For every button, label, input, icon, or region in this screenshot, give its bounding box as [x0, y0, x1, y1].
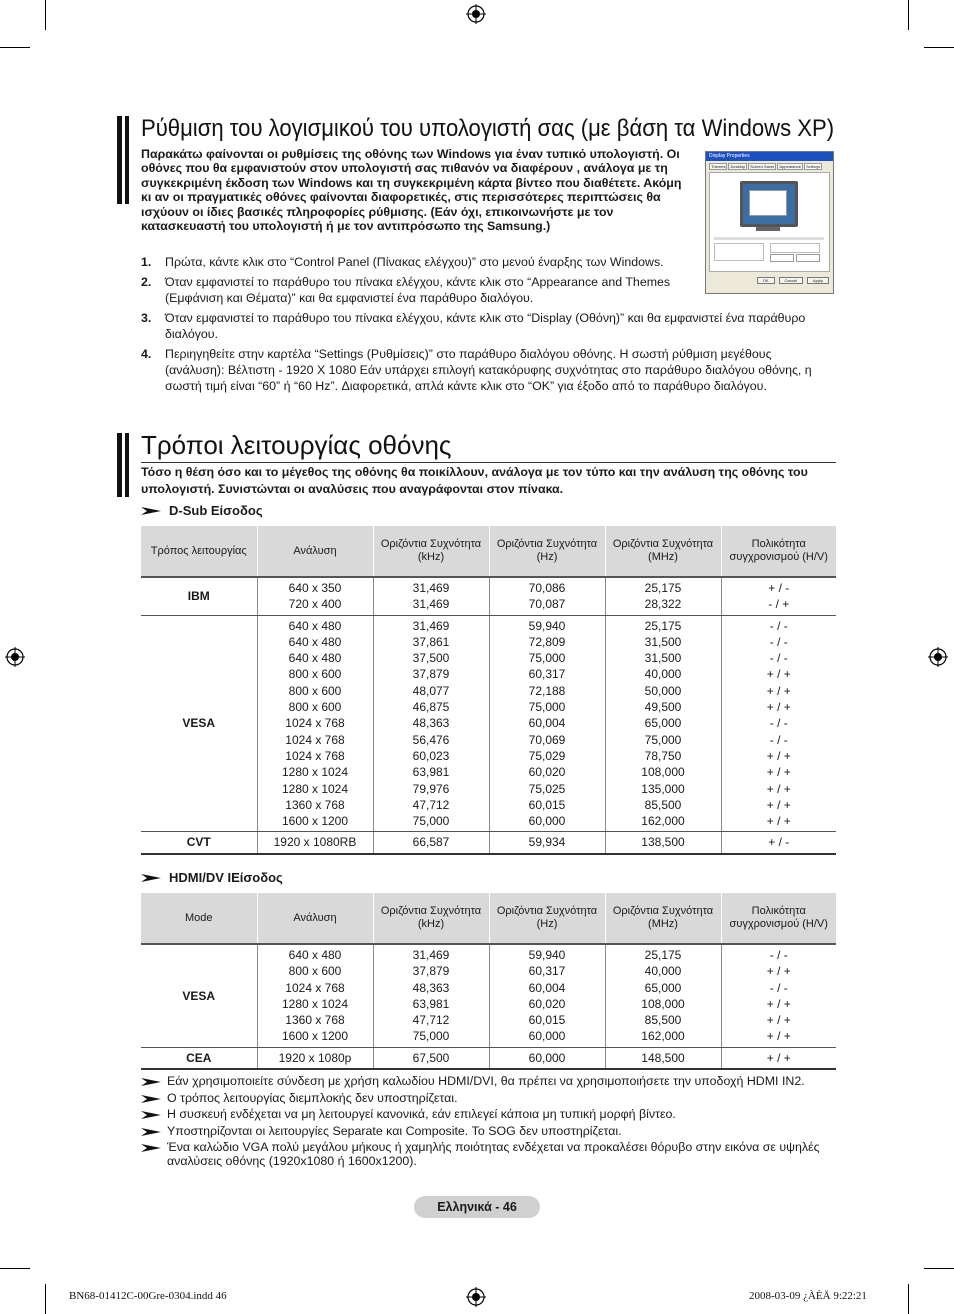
section-title: Τρόποι λειτουργίας οθόνης: [141, 430, 452, 460]
column-header: Οριζόντια Συχνότητα (kHz): [373, 526, 489, 577]
registration-mark-icon: [928, 647, 948, 667]
column-header: Ανάλυση: [257, 526, 373, 577]
step-item: 4. Περιηγηθείτε στην καρτέλα “Settings (Ρυθμίσεις)” στο παράθυρο διαλόγου οθόνης. Η σωστή ρύθμιση μεγέθους (ανάλυση): Βέλτιστη - 1920 X 1080 Εάν υπάρχει επιλογή κατακόρυφης συχνότητας στο παράθυρο διαλόγου οθόνης, η σωστή τιμή είναι “60” ή “60 Hz”. Διαφορετικά, απλά κάντε κλικ στο “OK” για έξοδο από το παράθυρο διαλόγου.: [141, 347, 812, 393]
arrow-icon: [141, 1143, 161, 1153]
dsub-table: [141, 526, 836, 855]
arrow-icon: [141, 873, 161, 883]
column-header: Mode: [141, 893, 257, 944]
tab-screen-saver[interactable]: Screen Saver: [750, 164, 775, 169]
apply-button[interactable]: Apply: [807, 277, 829, 284]
arrow-icon: [141, 1077, 161, 1087]
step-item: 1. Πρώτα, κάντε κλικ στο “Control Panel (Πίνακας ελέγχου)” στο μενού έναρξης των Windows.: [141, 255, 664, 269]
note-item: Ο τρόπος λειτουργίας διεμπλοκής δεν υποστηρίζεται.: [141, 1092, 841, 1108]
step-item: 3. Όταν εμφανιστεί το παράθυρο του πίνακα ελέγχου, κάντε κλικ στο “Display (Οθόνη)” και θα εμφανιστεί ένα παράθυρο διαλόγου.: [141, 311, 806, 341]
monitor-preview: [740, 181, 798, 227]
section-bar: [125, 433, 129, 497]
table-row: CEA 1920 x 1080p 67,500 60,000 148,500 + / +: [141, 1047, 836, 1069]
footer-timestamp: 2008-03-09 ¿ÀÈÄ 9:22:21: [749, 1290, 867, 1302]
tab-themes[interactable]: Themes: [711, 164, 726, 169]
column-header: Οριζόντια Συχνότητα (Hz): [489, 526, 605, 577]
color-quality-select[interactable]: [770, 243, 820, 253]
ok-button[interactable]: OK: [757, 277, 775, 284]
registration-mark-icon: [466, 4, 486, 24]
crop-mark: [924, 1268, 954, 1269]
hdmi-table: [141, 893, 836, 1070]
tab-desktop[interactable]: Desktop: [730, 164, 746, 169]
table-row: VESA 640 x 480 640 x 480 640 x 480 800 x 600 800 x 600 800 x 600 1024 x 768 1024 x 768 1024 x 768 1280 x 1024 1280 x 1024 1360 x 768 1600 x 1200 31,469 37,861 37,500 37,879 48,077 46,875 48,363 56,476 60,023 63,981 79,976 47,712 75,000 59,940 72,809 75,000 60,317 72,188 75,000 60,004 70,069 75,029 60,020 75,025 60,015 60,000 25,175 31,500 31,500 40,000 50,000 49,500 65,000 75,000 78,750 108,000 135,000 85,500 162,000 - / - - / - - / - + / + + / + + / + - / - - / - + / + + / + + / + + / + + / +: [141, 615, 836, 832]
column-header: Ανάλυση: [257, 893, 373, 944]
section-bar: [117, 116, 122, 204]
intro-text: Τόσο η θέση όσο και το μέγεθος της οθόνης θα ποικίλλουν, ανάλογα με τον τύπο και την ανάλυση της οθόνης του υπολογιστή. Συνιστώνται οι αναλύσεις που αναγράφονται στον πίνακα.: [141, 465, 808, 496]
column-header: Οριζόντια Συχνότητα (Hz): [489, 893, 605, 944]
registration-mark-icon: [466, 1287, 486, 1307]
column-header: Οριζόντια Συχνότητα (MHz): [605, 526, 721, 577]
table-row: CVT 1920 x 1080RB 66,587 59,934 138,500 + / -: [141, 832, 836, 854]
page-number: Ελληνικά - 46: [414, 1196, 540, 1218]
section-title: Ρύθμιση του λογισμικού του υπολογιστή σας (με βάση τα Windows XP): [141, 115, 835, 142]
arrow-icon: [141, 1094, 161, 1104]
arrow-icon: [141, 1127, 161, 1137]
crop-mark: [45, 0, 46, 30]
crop-mark: [908, 1284, 909, 1314]
crop-mark: [0, 47, 30, 48]
column-header: Οριζόντια Συχνότητα (kHz): [373, 893, 489, 944]
crop-mark: [0, 1268, 30, 1269]
steps-list: [141, 254, 831, 398]
dialog-tabs: [706, 161, 833, 170]
dialog-title: Display Properties: [706, 152, 833, 161]
footer-file: BN68-01412C-00Gre-0304.indd 46: [69, 1290, 227, 1302]
step-item: 2. Όταν εμφανιστεί το παράθυρο του πίνακα ελέγχου, κάντε κλικ στο “Appearance and Themes (Εμφάνιση και Θέματα)” και θα εμφανιστεί ένα παράθυρο διαλόγου.: [141, 275, 671, 305]
note-item: Υποστηρίζονται οι λειτουργίες Separate και Composite. Το SOG δεν υποστηρίζεται.: [141, 1125, 841, 1141]
tab-appearance[interactable]: Appearance: [779, 164, 801, 169]
tab-settings[interactable]: Settings: [805, 164, 821, 169]
column-header: Τρόπος λειτουργίας: [141, 526, 257, 577]
note-item: Ένα καλώδιο VGA πολύ μεγάλου μήκους ή χαμηλής ποιότητας ενδέχεται να προκαλέσει θόρυβο στην εικόνα σε υψηλές αναλύσεις οθόνης (1920x1080 ή 1600x1200).: [141, 1141, 841, 1168]
registration-mark-icon: [5, 647, 25, 667]
crop-mark: [45, 1284, 46, 1314]
intro-text: Παρακάτω φαίνονται οι ρυθμίσεις της οθόνης των Windows για έναν τυπικό υπολογιστή. Οι οθόνες που θα εμφανιστούν στον υπολογιστή σας πιθανόν να διαφέρουν , ανάλογα με τη συγκεκριμένη έκδοση των Windows και τη συγκεκριμένη κάρτα βίντεο που διαθέτετε. Ακόμη κι αν οι πραγματικές οθόνες φαίνονται διαφορετικές, στις περισσότερες περιπτώσεις θα ισχύουν οι ίδιες βασικές πληροφορίες ρύθμισης. (Εάν όχι, επικοινωνήστε με τον κατασκευαστή του υπολογιστή ή με τον αντιπρόσωπο της Samsung.): [141, 147, 682, 234]
arrow-icon: [141, 1110, 161, 1120]
note-item: Η συσκευή ενδέχεται να μη λειτουργεί κανονικά, εάν επιλεγεί κάποια μη τυπική μορφή βίντεο.: [141, 1108, 841, 1124]
divider: [141, 462, 836, 463]
notes-list: [141, 1075, 841, 1169]
table-row: IBM 640 x 350 720 x 400 31,469 31,469 70,086 70,087 25,175 28,322 + / - - / +: [141, 577, 836, 615]
dsub-heading: D-Sub Είσοδος: [141, 503, 263, 518]
table-row: VESA 640 x 480 800 x 600 1024 x 768 1280 x 1024 1360 x 768 1600 x 1200 31,469 37,879 48,363 63,981 47,712 75,000 59,940 60,317 60,004 60,020 60,015 60,000 25,175 40,000 65,000 108,000 85,500 162,000 - / - + / + - / - + / + + / + + / +: [141, 944, 836, 1047]
crop-mark: [908, 0, 909, 30]
arrow-icon: [141, 506, 161, 516]
cancel-button[interactable]: Cancel: [779, 277, 803, 284]
column-header: Πολικότητα συγχρονισμού (H/V): [721, 526, 836, 577]
crop-mark: [924, 47, 954, 48]
section-bar: [125, 116, 129, 204]
hdmi-heading: HDMI/DV IΕίσοδος: [141, 870, 283, 885]
column-header: Πολικότητα συγχρονισμού (H/V): [721, 893, 836, 944]
section-bar: [117, 433, 122, 497]
note-item: Εάν χρησιμοποιείτε σύνδεση με χρήση καλωδίου HDMI/DVI, θα πρέπει να χρησιμοποιήσετε την υποδοχή HDMI IN2.: [141, 1075, 841, 1091]
column-header: Οριζόντια Συχνότητα (MHz): [605, 893, 721, 944]
